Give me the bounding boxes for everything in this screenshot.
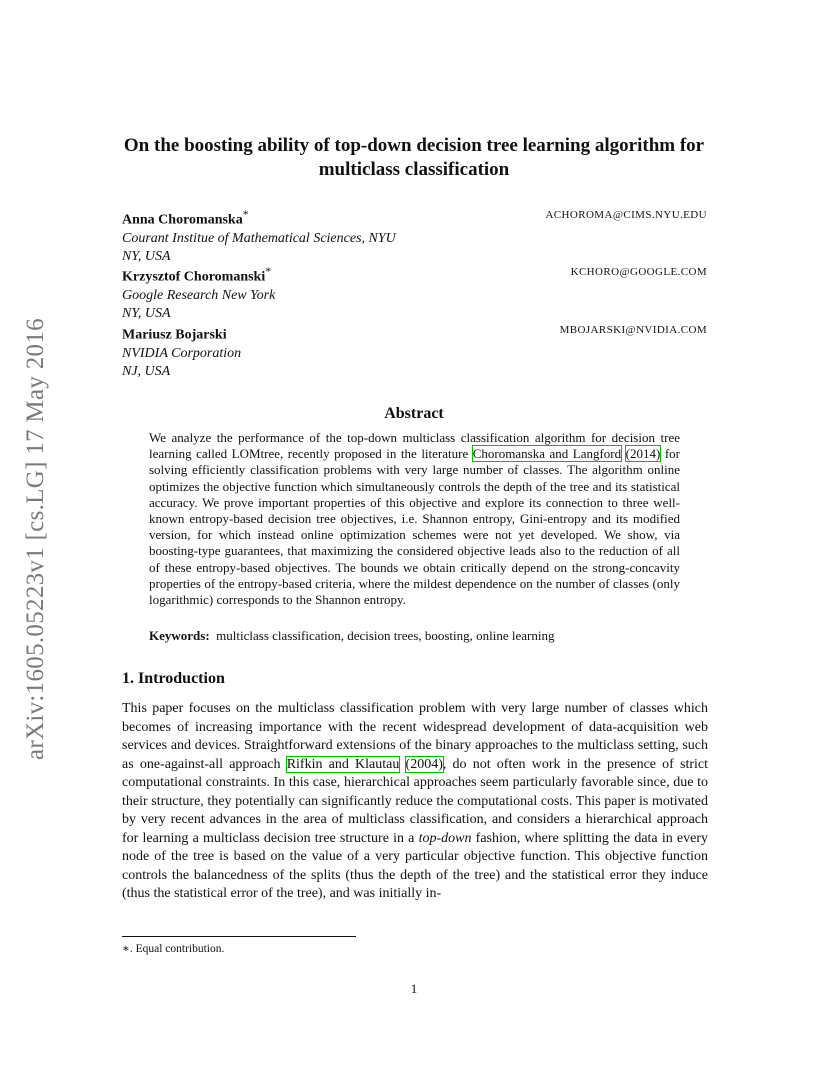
intro-paragraph [122,700,708,904]
author-affiliation: NVIDIA Corporation [122,345,242,361]
author-block-1 [122,206,707,266]
author-block-3 [122,321,707,381]
author-email[interactable]: KCHORO@GOOGLE.COM [570,266,707,278]
abstract-text: We analyze the performance of the top-down multiclass classification algorithm for decision tree learning called LOMtree, recently proposed in the literature [149,430,680,462]
abstract-text: for solving efficiently classification problems with very large number of classes. The algorithm online optimizes the objective function which simultaneously controls the depth of the tree and its statistical accuracy. We prove important properties of this objective and explore its connection to three well-known entropy-based decision tree objectives, i.e. Shannon entropy, Gini-entropy and its modified version, for which instead online optimization schemes were not yet developed. We show, via boosting-type guarantees, that maximizing the considered objective leads also to the reduction of all of these entropy-based objectives. The bounds we obtain critically depend on the strong-concavity properties of the entropy-based criteria, where the mildest dependence on the number of classes (only logarithmic) corresponds to the Shannon entropy. [149,446,680,608]
author-name: Krzysztof Choromanski [122,269,266,285]
author-location: NY, USA [122,305,171,321]
footnote: ∗. Equal contribution. [122,943,225,955]
citation-link[interactable]: Rifkin and Klautau [286,756,400,772]
citation-year-link[interactable]: (2004) [405,756,443,772]
author-location: NY, USA [122,248,171,264]
citation-year-link[interactable]: (2014) [625,446,661,462]
citation-link[interactable]: Choromanska and Langford [472,446,622,462]
intro-text: This paper focuses on the multiclass classification problem with very large number of classes which becomes of increasing importance with the recent widespread development of data-acquisition web services and devices. Straightforward extensions of the binary approaches to the multiclass setting, such as one-against-all approach [122,701,708,772]
keywords-label: Keywords: [149,628,210,643]
author-email[interactable]: MBOJARSKI@NVIDIA.COM [559,324,707,336]
keywords [149,628,680,644]
abstract-body [149,430,680,608]
author-affiliation: Google Research New York [122,287,276,303]
intro-text: , do not often work in the presence of strict computational constraints. In this case, hierarchical approaches seem particularly favorable since, due to their structure, they potentially can significantly reduce the computational costs. This paper is motivated by very recent advances in the area of multiclass classification, and considers a hierarchical approach for learning a multiclass decision tree structure in a [122,756,709,846]
footnote-divider [122,936,356,937]
abstract-heading: Abstract [384,405,444,422]
author-affiliation: Courant Institue of Mathematical Sciences, NYU [122,230,396,246]
author-name: Anna Choromanska [122,212,243,228]
author-mark: * [242,208,249,221]
paper-title: On the boosting ability of top-down decision tree learning algorithm for multiclass classification [123,135,705,180]
keywords-text: multiclass classification, decision trees, boosting, online learning [216,628,555,643]
page-number: 1 [410,981,418,996]
author-name: Mariusz Bojarski [122,327,227,343]
author-mark: * [265,265,272,278]
intro-text: fashion, where splitting the data in every node of the tree is based on the value of a very particular objective function. This objective function controls the balancedness of the splits (thus the depth of the tree) and the statistical error they induce (thus the statistical error of the tree), and was initially in- [122,830,708,901]
section-heading: 1. Introduction [122,670,225,687]
author-email[interactable]: ACHOROMA@CIMS.NYU.EDU [545,209,707,221]
author-location: NJ, USA [122,363,171,379]
author-block-2 [122,263,707,323]
arxiv-stamp: arXiv:1605.05223v1 [cs.LG] 17 May 2016 [22,318,49,760]
emphasis-text: top-down [418,830,472,846]
